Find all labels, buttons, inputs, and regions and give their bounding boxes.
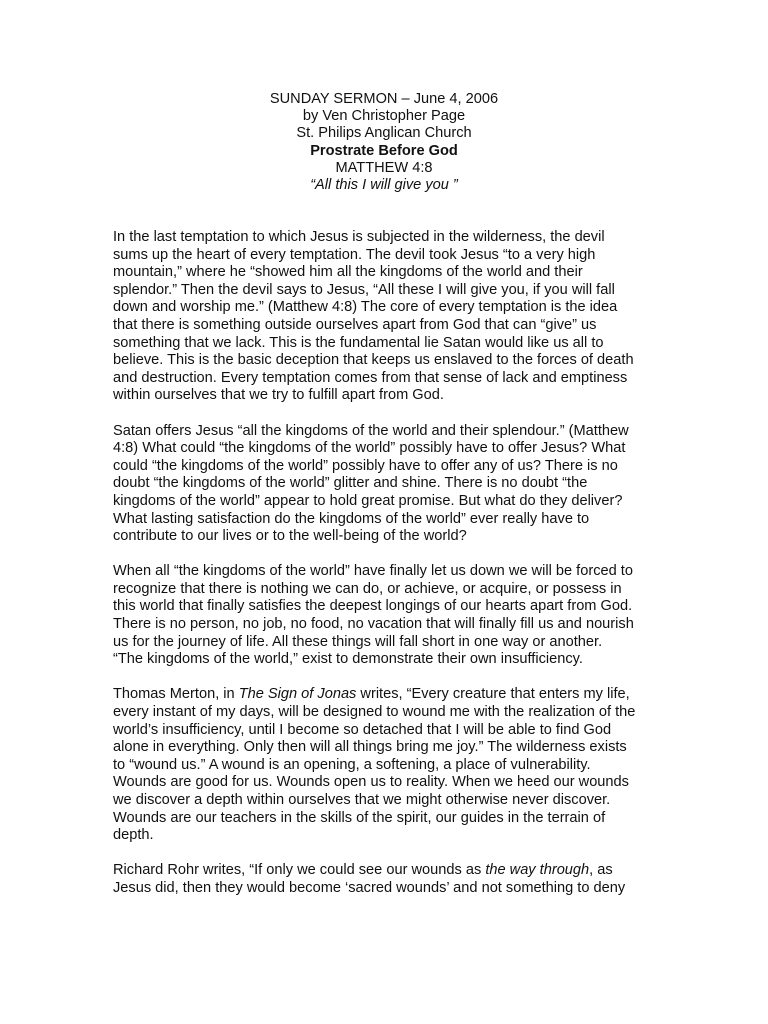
text-line: believe. This is the basic deception that keeps us enslaved to the forces of death xyxy=(113,352,634,369)
church-line: St. Philips Anglican Church xyxy=(296,125,472,142)
sermon-date-line: SUNDAY SERMON – June 4, 2006 xyxy=(269,91,499,107)
text-line: something that we lack. This is the fundamental lie Satan would like us all to xyxy=(113,334,604,351)
sermon-header xyxy=(0,91,768,194)
text-line: When all “the kingdoms of the world” have finally let us down we will be forced to xyxy=(113,563,633,580)
text-line: Satan offers Jesus “all the kingdoms of the world and their splendour.” (Matthew xyxy=(113,422,629,439)
text-line: within ourselves that we try to fulfill apart from God. xyxy=(113,387,444,404)
text-line: that there is something outside ourselves apart from God that can “give” us xyxy=(113,316,597,333)
text-segment: Richard Rohr writes, “If only we could see our wounds as xyxy=(113,862,486,879)
text-line: down and worship me.” (Matthew 4:8) The core of every temptation is the idea xyxy=(113,299,618,316)
paragraph-3 xyxy=(113,563,658,669)
text-line: What lasting satisfaction do the kingdoms of the world” ever really have to xyxy=(113,510,590,527)
paragraph-5 xyxy=(113,862,658,897)
scripture-reference: MATTHEW 4:8 xyxy=(335,159,433,176)
sermon-title: Prostrate Before God xyxy=(310,142,458,159)
text-line: There is no person, no job, no food, no vacation that will finally fill us and nourish xyxy=(113,616,634,633)
paragraph-2 xyxy=(113,423,658,546)
text-line: we discover a depth within ourselves that we might otherwise never discover. xyxy=(113,792,611,808)
text-segment: writes, “Every creature that enters my life, xyxy=(356,686,630,703)
text-line: and destruction. Every temptation comes from that sense of lack and emptiness xyxy=(113,369,628,386)
text-line xyxy=(113,862,658,880)
emphasis: the way through xyxy=(485,862,590,879)
text-line: splendor.” Then the devil says to Jesus, “All these I will give you, if you will fall xyxy=(113,281,615,298)
text-line: In the last temptation to which Jesus is subjected in the wilderness, the devil xyxy=(113,229,605,245)
text-line: to “wound us.” A wound is an opening, a softening, a place of vulnerability. xyxy=(113,756,591,773)
text-line: world’s insufficiency, until I become so detached that I will be able to find God xyxy=(113,721,612,738)
text-line xyxy=(113,686,658,704)
text-line: Wounds are good for us. Wounds open us to reality. When we heed our wounds xyxy=(113,774,629,791)
text-line: could “the kingdoms of the world” possibly have to offer any of us? There is no xyxy=(113,457,618,474)
text-line: Wounds are our teachers in the skills of the spirit, our guides in the terrain of xyxy=(113,809,606,826)
paragraph-1 xyxy=(113,229,658,405)
text-line: recognize that there is nothing we can do, or achieve, or acquire, or possess in xyxy=(113,580,622,597)
text-line: contribute to our lives or to the well-being of the world? xyxy=(113,528,467,545)
text-line: Jesus did, then they would become ‘sacred wounds’ and not something to deny xyxy=(113,879,626,896)
sermon-body xyxy=(113,229,658,915)
text-line: us for the journey of life. All these things will fall short in one way or another. xyxy=(113,633,603,650)
text-line: sums up the heart of every temptation. The devil took Jesus “to a very high xyxy=(113,246,596,263)
epigraph: “All this I will give you ” xyxy=(310,176,458,193)
text-line: doubt “the kingdoms of the world” glitter and shine. There is no doubt “the xyxy=(113,475,588,492)
text-line: 4:8) What could “the kingdoms of the world” possibly have to offer Jesus? What xyxy=(113,440,626,457)
book-title: The Sign of Jonas xyxy=(238,686,357,703)
paragraph-4 xyxy=(113,686,658,844)
text-line: every instant of my days, will be designed to wound me with the realization of the xyxy=(113,704,636,721)
text-line: mountain,” where he “showed him all the kingdoms of the world and their xyxy=(113,264,583,281)
author-line: by Ven Christopher Page xyxy=(302,108,466,125)
text-line: alone in everything. Only then will all things bring me joy.” The wilderness exists xyxy=(113,739,627,756)
text-line: “The kingdoms of the world,” exist to demonstrate their own insufficiency. xyxy=(113,651,583,668)
text-line: this world that finally satisfies the deepest longings of our hearts apart from God. xyxy=(113,598,633,615)
text-line: kingdoms of the world” appear to hold great promise. But what do they deliver? xyxy=(113,492,623,509)
text-segment: , as xyxy=(589,862,613,879)
text-line: depth. xyxy=(113,827,154,844)
text-segment: Thomas Merton, in xyxy=(113,686,239,703)
